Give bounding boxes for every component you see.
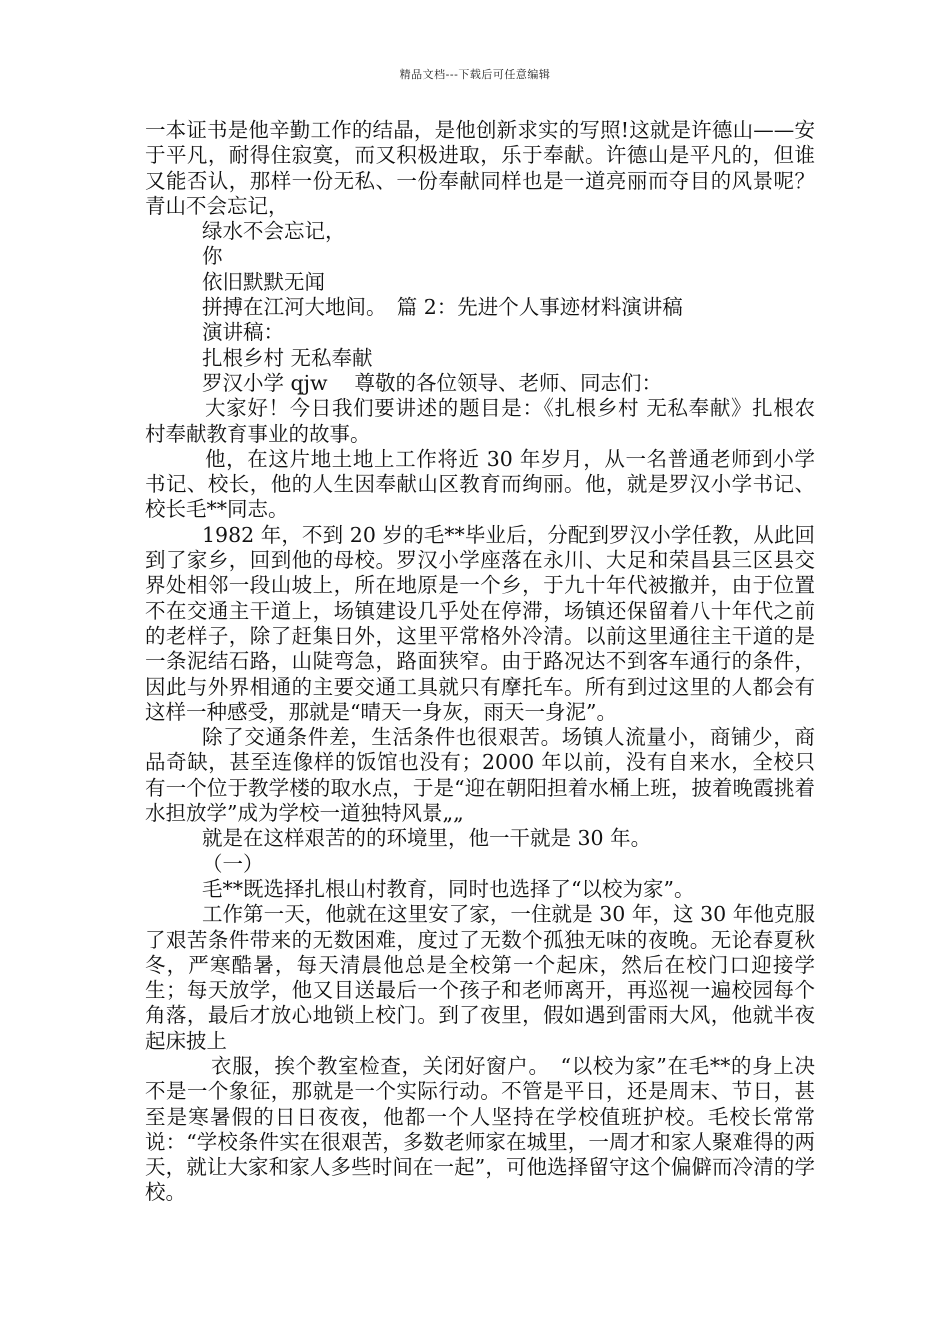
- paragraph: 你: [202, 244, 223, 269]
- paragraph: 1982 年，不到 20 岁的毛**毕业后，分配到罗汉小学任教，从此回到了家乡，回到他的母校。罗汉小学座落在永川、大足和荣昌县三区县交界处相邻一段山坡上，所在地原是一个乡，于九十年代被撤并，由于位置不在交通主干道上，场镇建设几乎处在停滞，场镇还保留着八十年代之前的老样子，除了赶集日外，这里平常格外冷清。以前这里通往主干道的是一条泥结石路，山陡弯急，路面狭窄。由于路况达不到客车通行的条件，因此与外界相通的主要交通工具就只有摩托车。所有到过这里的人都会有这样一种感受，那就是“晴天一身灰，雨天一身泥”。: [145, 522, 815, 724]
- paragraph: 扎根乡村 无私奉献: [202, 345, 373, 370]
- paragraph: 依旧默默无闻: [202, 269, 325, 294]
- paragraph: 演讲稿：: [202, 320, 284, 345]
- document-body: [145, 118, 836, 1206]
- paragraph: 就是在这样艰苦的的环境里，他一干就是 30 年。: [202, 826, 652, 851]
- page-header: 精品文档---下载后可任意编辑: [399, 68, 551, 81]
- paragraph: 拼搏在江河大地间。 篇 2：先进个人事迹材料演讲稿: [202, 295, 683, 320]
- paragraph: 大家好！今日我们要讲述的题目是：《扎根乡村 无私奉献》扎根农村奉献教育事业的故事。: [145, 396, 815, 446]
- paragraph: （一）: [202, 851, 264, 876]
- paragraph: 毛**既选择扎根山村教育，同时也选择了“以校为家”。: [202, 876, 695, 901]
- paragraph: 一本证书是他辛勤工作的结晶，是他创新求实的写照!这就是许德山——安于平凡，耐得住寂寞，而又积极进取，乐于奉献。许德山是平凡的，但谁又能否认，那样一份无私、一份奉献同样也是一道亮丽而夺目的风景呢？ 青山不会忘记，: [145, 118, 836, 218]
- paragraph: 衣服，挨个教室检查，关闭好窗户。 “以校为家”在毛**的身上决不是一个象征，那就是一个实际行动。不管是平日，还是周末、节日，甚至是寒暑假的日日夜夜，他都一个人坚持在学校值班护校。毛校长常常说：“学校条件实在很艰苦，多数老师家在城里，一周才和家人聚难得的两天，就让大家和家人多些时间在一起”，可他选择留守这个偏僻而冷清的学校。: [145, 1053, 815, 1205]
- paragraph: 工作第一天，他就在这里安了家，一住就是 30 年，这 30 年他克服了艰苦条件带来的无数困难，度过了无数个孤独无味的夜晚。无论春夏秋冬，严寒酷暑，每天清晨他总是全校第一个起床，然后在校门口迎接学生；每天放学，他又目送最后一个孩子和老师离开，再巡视一遍校园每个角落，最后才放心地锁上校门。到了夜里，假如遇到雷雨大风，他就半夜起床披上: [145, 902, 815, 1053]
- paragraph: 他，在这片地土地上工作将近 30 年岁月，从一名普通老师到小学书记、校长，他的人生因奉献山区教育而绚丽。他，就是罗汉小学书记、校长毛**同志。: [145, 446, 815, 522]
- paragraph: 除了交通条件差，生活条件也很艰苦。场镇人流量小，商铺少，商品奇缺，甚至连像样的饭馆也没有；2000 年以前，没有自来水，全校只有一个位于教学楼的取水点，于是“迎在朝阳担着水桶上班，披着晚霞挑着水担放学”成为学校一道独特风景„„: [145, 725, 815, 826]
- paragraph: 绿水不会忘记，: [202, 219, 346, 244]
- paragraph: 罗汉小学 qjw 尊敬的各位领导、老师、同志们：: [202, 370, 663, 395]
